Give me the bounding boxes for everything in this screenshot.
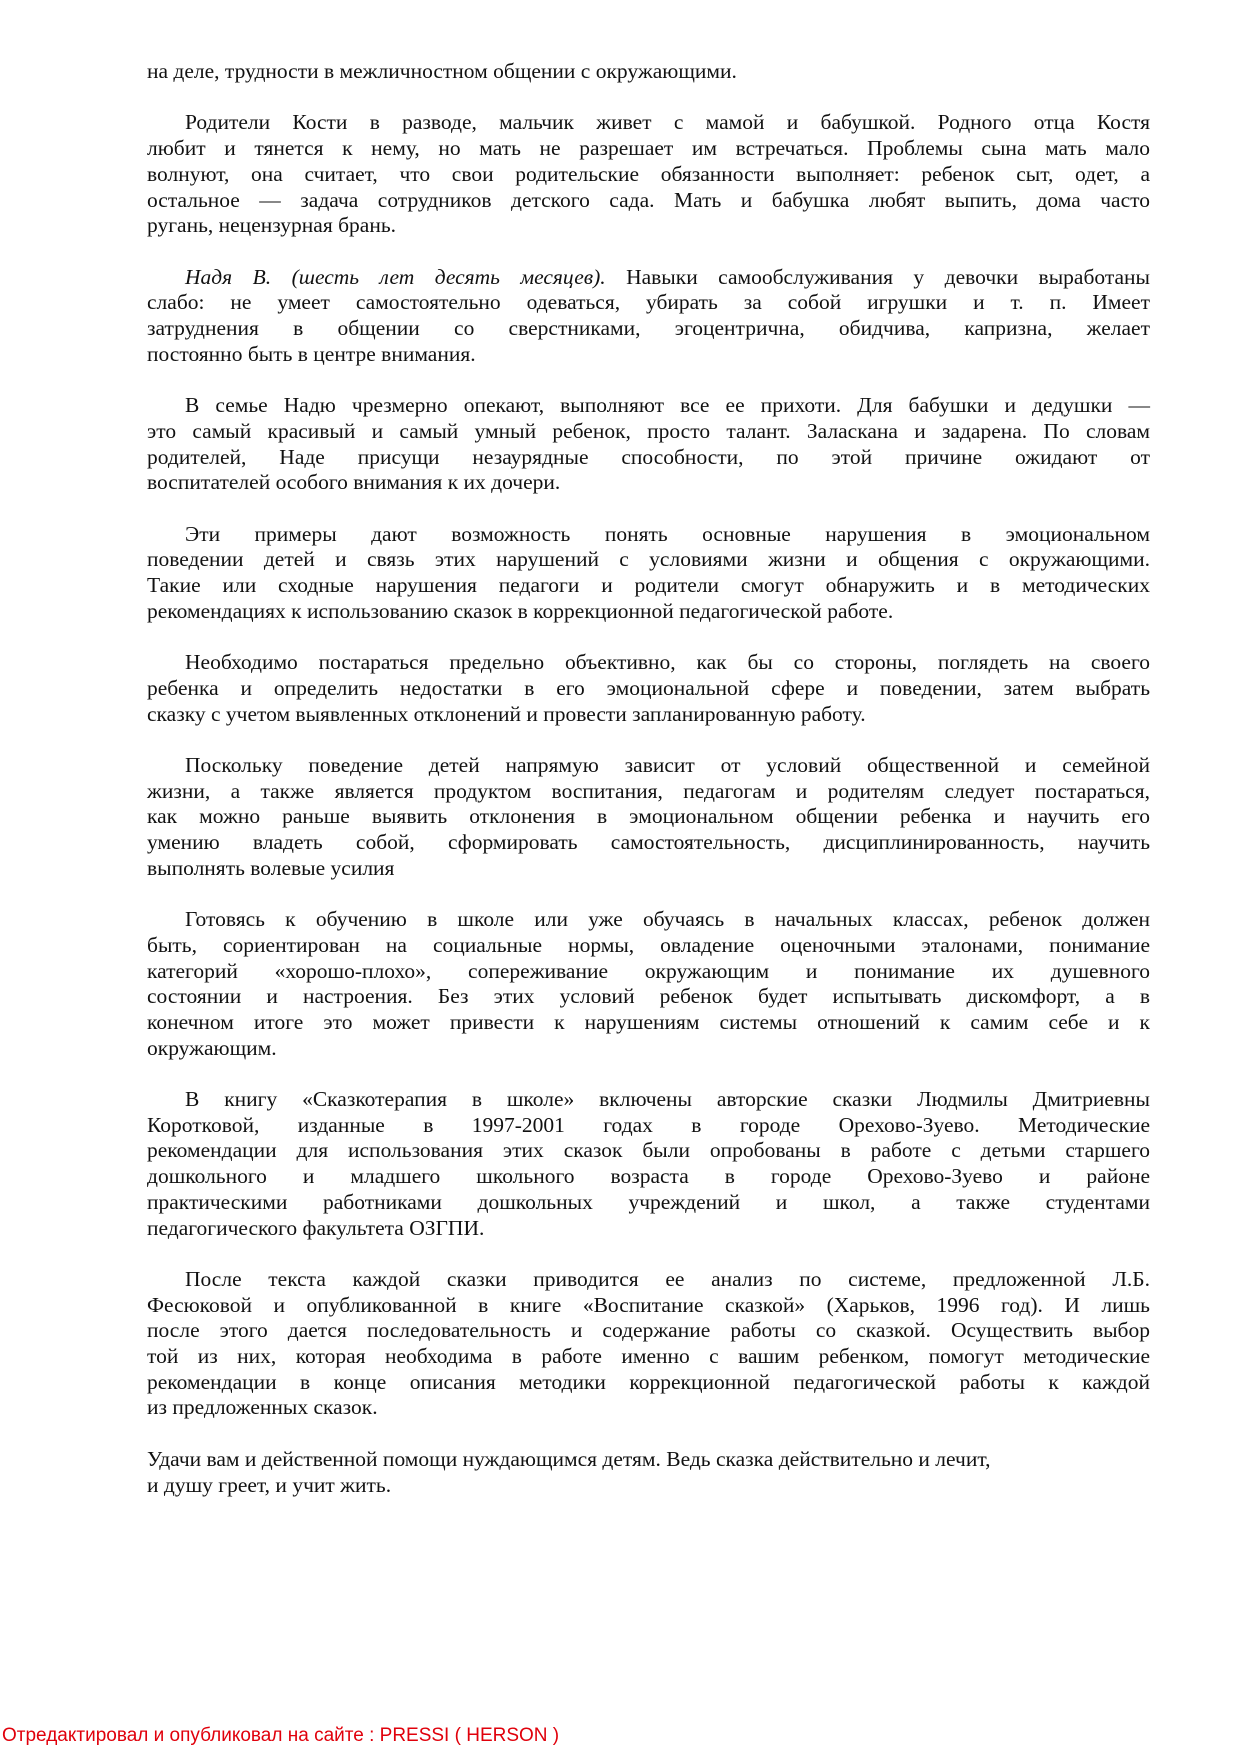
paragraph [147, 650, 1150, 727]
text-line: рекомендациях к использованию сказок в коррекционной педагогической работе. [147, 598, 894, 623]
text-line: конечном итоге это может привести к нарушениям системы отношений к самим себе и к [147, 1009, 1150, 1034]
text-line: той из них, которая необходима в работе именно с вашим ребенком, помогут методические [147, 1344, 1150, 1369]
text-line: окружающим. [147, 1035, 277, 1060]
text-line: практическими работниками дошкольных учреждений и школ, а также студентами [147, 1189, 1150, 1214]
text-line: Родители Кости в разводе, мальчик живет с мамой и бабушкой. Родного отца Костя [185, 110, 1150, 135]
text-line: Эти примеры дают возможность понять основные нарушения в эмоциональном [185, 521, 1150, 546]
paragraph [147, 1267, 1150, 1421]
text-line: Фесюковой и опубликованной в книге «Воспитание сказкой» (Харьков, 1996 год). И лишь [147, 1292, 1150, 1317]
text-line [147, 265, 1150, 291]
text-line: Необходимо постараться предельно объективно, как бы со стороны, поглядеть на своего [185, 650, 1150, 675]
paragraph [147, 265, 1150, 368]
line-text: Навыки самообслуживания у девочки выработаны [605, 264, 1150, 289]
text-line: В книгу «Сказкотерапия в школе» включены авторские сказки Людмилы Дмитриевны [185, 1087, 1150, 1111]
text-line: из предложенных сказок. [147, 1395, 378, 1420]
text-line: жизни, а также является продуктом воспитания, педагогам и родителям следует постараться, [147, 778, 1150, 803]
paragraph [147, 1087, 1150, 1241]
paragraph [147, 907, 1150, 1061]
text-line: волнуют, она считает, что свои родительские обязанности выполняет: ребенок сыт, одет, а [147, 161, 1150, 186]
text-line: рекомендации в конце описания методики коррекционной педагогической работы к каждой [147, 1369, 1150, 1394]
text-line: на деле, трудности в межличностном общении с окружающими. [147, 59, 737, 83]
paragraph [147, 522, 1150, 625]
text-line: Коротковой, изданные в 1997-2001 годах в городе Орехово-Зуево. Методические [147, 1112, 1150, 1137]
paragraph [147, 393, 1150, 496]
text-line: постоянно быть в центре внимания. [147, 341, 476, 366]
text-line: воспитателей особого внимания к их дочери. [147, 470, 561, 495]
text-line: Такие или сходные нарушения педагоги и родители смогут обнаружить и в методических [147, 573, 1150, 597]
text-line: дошкольного и младшего школьного возраста в городе Орехово-Зуево и районе [147, 1164, 1150, 1189]
text-line: остальное — задача сотрудников детского сада. Мать и бабушка любят выпить, дома часто [147, 187, 1150, 212]
paragraph [147, 59, 1150, 85]
text-line: любит и тянется к нему, но мать не разрешает им встречаться. Проблемы сына мать мало [147, 136, 1150, 161]
text-line: Удачи вам и действенной помощи нуждающимся детям. Ведь сказка действительно и лечит, [147, 1446, 991, 1471]
text-line: Поскольку поведение детей напрямую зависит от условий общественной и семейной [185, 752, 1150, 777]
text-line: состоянии и настроения. Без этих условий ребенок будет испытывать дискомфорт, а в [147, 984, 1150, 1009]
text-line: В семье Надю чрезмерно опекают, выполняют все ее прихоти. Для бабушки и дедушки — [185, 393, 1150, 418]
paragraph [147, 110, 1150, 239]
text-line: ребенка и определить недостатки в его эмоциональной сфере и поведении, затем выбрать [147, 675, 1150, 700]
text-line: категорий «хорошо-плохо», сопереживание окружающим и понимание их душевного [147, 958, 1150, 983]
text-line: После текста каждой сказки приводится ее анализ по системе, предложенной Л.Б. [185, 1266, 1150, 1291]
text-line: педагогического факультета ОЗГПИ. [147, 1215, 485, 1240]
text-line: слабо: не умеет самостоятельно одеваться, убирать за собой игрушки и т. п. Имеет [147, 290, 1150, 315]
document-body [147, 59, 1150, 1524]
text-line: ругань, нецензурная брань. [147, 213, 397, 238]
text-line: после этого дается последовательность и содержание работы со сказкой. Осуществить выбор [147, 1318, 1150, 1343]
text-line: это самый красивый и самый умный ребенок, просто талант. Заласкана и задарена. По словам [147, 418, 1150, 443]
text-line: Готовясь к обучению в школе или уже обучаясь в начальных классах, ребенок должен [185, 907, 1150, 932]
text-line: родителей, Наде присущи незаурядные способности, по этой причине ожидают от [147, 444, 1150, 469]
text-line: как можно раньше выявить отклонения в эмоциональном общении ребенка и научить его [147, 804, 1150, 829]
text-line: умению владеть собой, сформировать самостоятельность, дисциплинированность, научить [147, 830, 1150, 854]
text-line: сказку с учетом выявленных отклонений и провести запланированную работу. [147, 701, 866, 726]
text-line: быть, сориентирован на социальные нормы, овладение оценочными эталонами, понимание [147, 932, 1150, 957]
text-line: выполнять волевые усилия [147, 855, 395, 880]
text-line: поведении детей и связь этих нарушений с условиями жизни и общения с окружающими. [147, 547, 1150, 572]
paragraph [147, 1447, 1150, 1498]
paragraph [147, 753, 1150, 882]
text-line: и душу греет, и учит жить. [147, 1472, 392, 1497]
footer-credit: Отредактировал и опубликовал на сайте : PRESSI ( HERSON ) [2, 1725, 560, 1746]
text-line: рекомендации для использования этих сказок были опробованы в работе с детьми старшего [147, 1138, 1150, 1163]
text-line: затруднения в общении со сверстниками, эгоцентрична, обидчива, капризна, желает [147, 316, 1150, 340]
italic-lead: Надя В. (шесть лет десять месяцев). [185, 264, 606, 289]
